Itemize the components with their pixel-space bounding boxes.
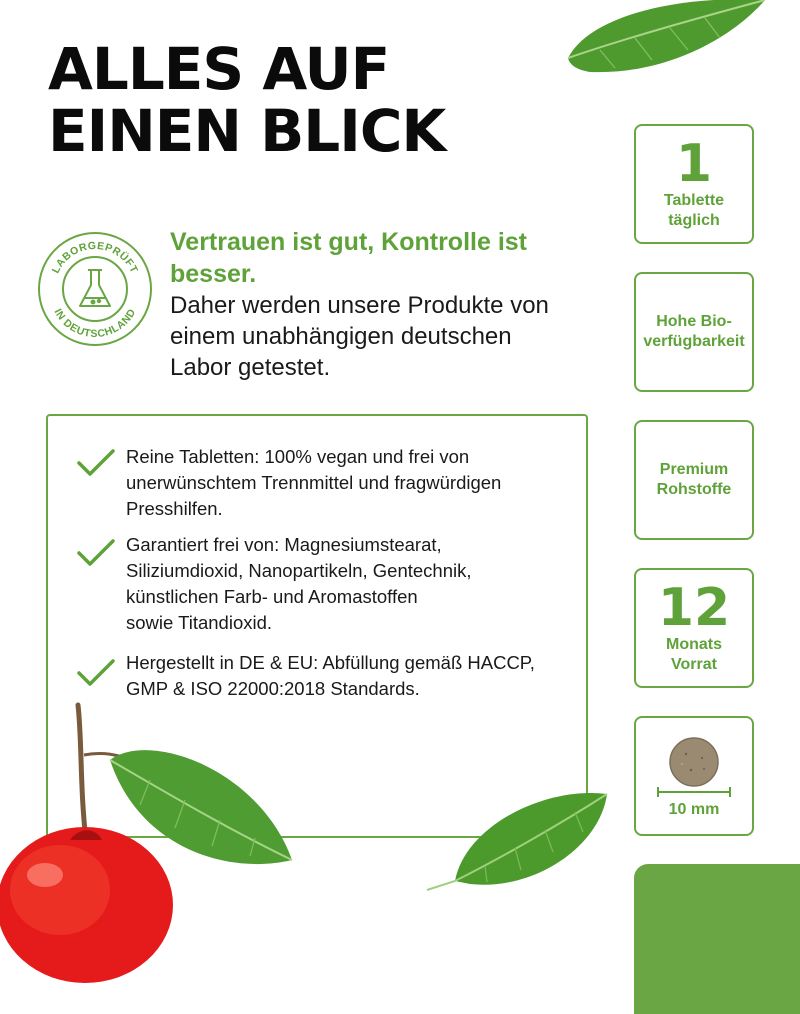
intro-block [170,226,620,383]
feature-text: Reine Tabletten: 100% vegan und frei von unerwünschtem Trennmittel und fragwürdigen Presshilfen. [126,446,502,519]
card-label: Tablette täglich [663,192,725,229]
feature-text: Garantiert frei von: Magnesiumstearat, Siliziumdioxid, Nanopartikeln, Gentechnik, künstlichen Farb- und Aromastoffen sowie Titandioxid. [126,534,472,633]
card-label: Hohe Bio- verfügbarkeit [643,313,745,350]
tablet-size-label: 10 mm [668,801,720,818]
side-card-supply [634,568,754,688]
intro-line: Labor getestet. [170,354,331,381]
page-title [48,35,446,165]
check-icon [76,538,116,568]
seal-text-top: LABORGEPRÜFT [49,239,141,276]
green-corner-block [634,864,800,1014]
side-card-daily-tablet [634,124,754,244]
intro-line: einem unabhängigen deutschen [170,323,512,350]
side-card-premium-ingredients [634,420,754,540]
leaf-icon [425,786,610,896]
card-number: 1 [675,134,713,194]
leaf-icon [560,0,770,75]
card-number: 12 [657,578,731,638]
title-line-2: EINEN BLICK [48,97,446,165]
intro-line: Daher werden unsere Produkte von [170,292,549,319]
acerola-fruit-icon [0,700,300,1000]
intro-body [170,290,620,383]
card-label: Premium Rohstoffe [656,461,732,498]
seal-text-bottom: IN DEUTSCHLAND [51,306,139,341]
seal-icon [36,230,154,348]
tablet-icon [644,736,744,798]
check-icon [76,448,116,478]
card-label: Monats Vorrat [666,636,722,673]
feature-text: Hergestellt in DE & EU: Abfüllung gemäß HACCP, GMP & ISO 22000:2018 Standards. [126,652,535,699]
title-line-1: ALLES AUF [48,35,390,103]
intro-lead: Vertrauen ist gut, Kontrolle ist besser. [170,228,527,288]
side-card-tablet-size [634,716,754,836]
side-card-bioavailability [634,272,754,392]
check-icon [76,658,116,688]
flask-icon [80,270,110,306]
